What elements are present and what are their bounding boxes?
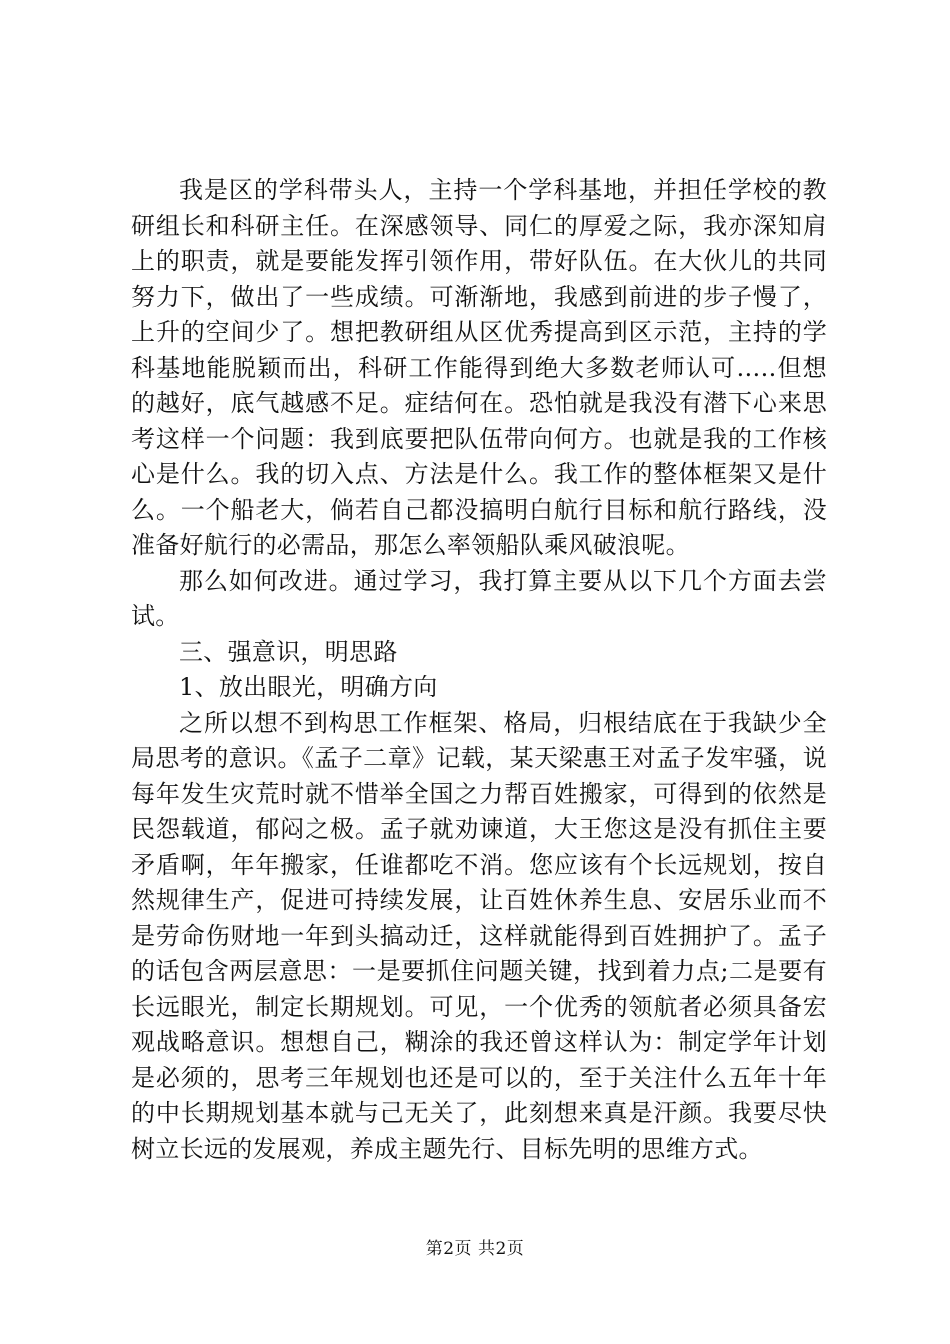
page-footer: 第2页 共2页 bbox=[425, 1239, 525, 1259]
section-heading: 三、强意识，明思路 bbox=[179, 637, 398, 666]
subsection-heading: 1、放出眼光，明确方向 bbox=[179, 673, 438, 701]
paragraph-mencius-example: 之所以想不到构思工作框架、格局，归根结底在于我缺少全局思考的意识。《孟子二章》记载，某天梁惠王对孟子发牢骚，说每年发生灾荒时就不惜举全国之力帮百姓搬家，可得到的依然是民怨载道，郁闷之极。孟子就劝谏道，大王您这是没有抓住主要矛盾啊，年年搬家，任谁都吃不消。您应该有个长远规划，按自然规律生产，促进可持续发展，让百姓休养生息、安居乐业而不是劳命伤财地一年到头搞动迁，这样就能得到百姓拥护了。孟子的话包含两层意思：一是要抓住问题关键，找到着力点;二是要有长远眼光，制定长期规划。可见，一个优秀的领航者必须具备宏观战略意识。想想自己，糊涂的我还曾这样认为：制定学年计划是必须的，思考三年规划也还是可以的，至于关注什么五年十年的中长期规划基本就与己无关了，此刻想来真是汗颜。我要尽快树立长远的发展观，养成主题先行、目标先明的思维方式。 bbox=[131, 708, 827, 1163]
paragraph-leadership-reflection: 我是区的学科带头人，主持一个学科基地，并担任学校的教研组长和科研主任。在深感领导、同仁的厚爱之际，我亦深知肩上的职责，就是要能发挥引领作用，带好队伍。在大伙儿的共同努力下，做出了一些成绩。可渐渐地，我感到前进的步子慢了，上升的空间少了。想把教研组从区优秀提高到区示范，主持的学科基地能脱颖而出，科研工作能得到绝大多数老师认可…..但想的越好，底气越感不足。症结何在。恐怕就是我没有潜下心来思考这样一个问题：我到底要把队伍带向何方。也就是我的工作核心是什么。我的切入点、方法是什么。我工作的整体框架又是什么。一个船老大，倘若自己都没搞明白航行目标和航行路线，没准备好航行的必需品，那怎么率领船队乘风破浪呢。 bbox=[131, 176, 827, 559]
document-body bbox=[131, 173, 827, 1167]
paragraph-improvement-intro: 那么如何改进。通过学习，我打算主要从以下几个方面去尝试。 bbox=[131, 566, 827, 630]
